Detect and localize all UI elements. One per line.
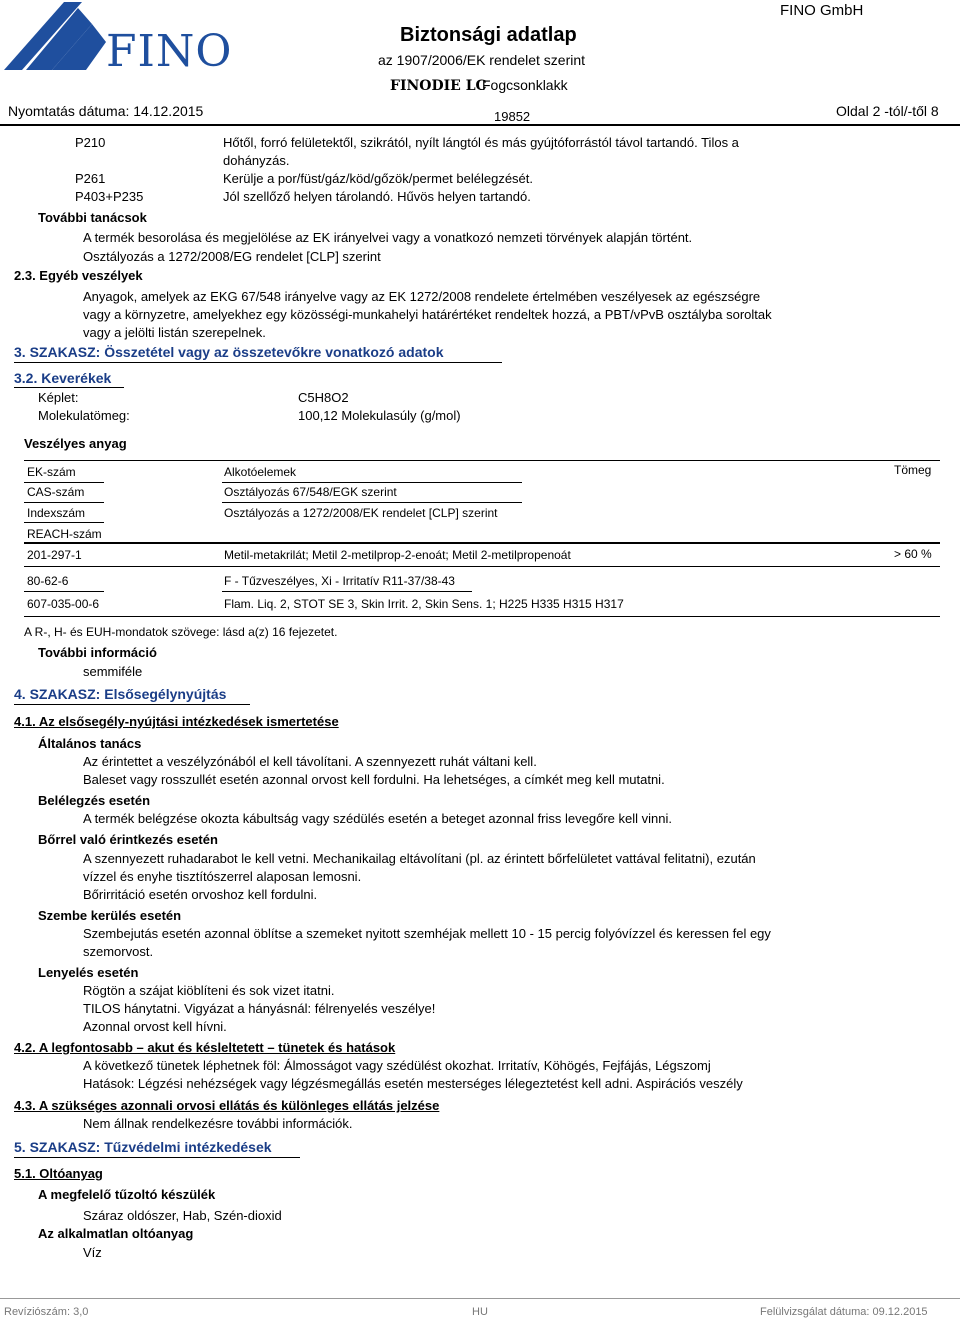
section-4-rule: [14, 704, 250, 705]
section-4-title: 4. SZAKASZ: Elsősegélynyújtás: [14, 686, 227, 702]
skin-contact-line-2: vízzel és enyhe tisztítószerrel alaposan lemosni.: [83, 869, 362, 884]
section-3-2-rule: [14, 387, 124, 388]
table-head-index: Indexszám: [27, 506, 86, 520]
skin-contact-heading: Bőrrel való érintkezés esetén: [38, 832, 218, 847]
other-hazards-line-1: Anyagok, amelyek az EKG 67/548 irányelve vagy az EK 1272/2008 rendelete értelmében veszélyesek az egészségre: [83, 289, 761, 304]
section-5-1-heading: 5.1. Oltóanyag: [14, 1166, 103, 1181]
footer-rule: [0, 1298, 960, 1299]
mw-label: Molekulatömeg:: [38, 408, 130, 423]
p-text-1: Hőtől, forró felületektől, szikrától, nyílt lángtól és más gyújtóforrástól távol tartandó. Tilos a: [223, 135, 739, 150]
inhalation-line-1: A termék belégzése okozta kábultság vagy szédülés esetén a beteget azonnal friss levegőre kell vinni.: [83, 811, 672, 826]
inhalation-heading: Belélegzés esetén: [38, 793, 151, 808]
general-advice-heading: Általános tanács: [38, 736, 142, 751]
product-name: Fogcsonklakk: [482, 77, 568, 93]
table-head-reach: REACH-szám: [27, 527, 102, 541]
skin-contact-line-3: Bőrirritáció esetén orvoshoz kell fordulni.: [83, 887, 318, 902]
unsuitable-extinguisher-heading: Az alkalmatlan oltóanyag: [38, 1226, 194, 1241]
symptoms-line-2: Hatások: Légzési nehézségek vagy légzésmegállás esetén mesterséges lélegeztetést kell adni. Aspirációs veszély: [83, 1076, 743, 1091]
general-advice-line-2: Baleset vagy rosszullét esetén azonnal orvost kell fordulni. Ha lehetséges, a címkét meg kell mutatni.: [83, 772, 665, 787]
further-info-heading: További információ: [38, 645, 157, 660]
p-code-3: P403+P235: [75, 189, 144, 204]
table-sep-2: [24, 502, 104, 503]
p-text-1b: dohányzás.: [223, 153, 290, 168]
table-row-3-index: 607-035-00-6: [27, 597, 100, 611]
general-advice-line-1: Az érintettet a veszélyzónából el kell távolítani. A szennyezett ruhát váltani kell.: [83, 754, 537, 769]
table-head-cas: CAS-szám: [27, 485, 85, 499]
table-head-rule: [24, 542, 940, 544]
formula-label: Képlet:: [38, 390, 79, 405]
table-row-2-cas: 80-62-6: [27, 574, 69, 588]
table-row-rule-2b: [222, 591, 472, 592]
logo-text: FINO: [106, 26, 233, 77]
table-sep-3: [24, 522, 104, 523]
product-number: 19852: [494, 109, 531, 124]
suitable-extinguisher-value: Száraz oldószer, Hab, Szén-dioxid: [83, 1208, 282, 1223]
r-h-phrases-note: A R-, H- és EUH-mondatok szövege: lásd a(z) 16 fejezetet.: [24, 625, 338, 639]
section-3-rule: [14, 362, 502, 363]
language-code: HU: [472, 1306, 488, 1318]
symptoms-line-1: A következő tünetek léphetnek föl: Álmosságot vagy szédülést okozhat. Irritatív, Köhögés, Fejfájás, Légszomj: [83, 1058, 711, 1073]
section-3-2-heading: 3.2. Keverékek: [14, 370, 112, 386]
section-4-3-heading: 4.3. A szükséges azonnali orvosi ellátás és különleges ellátás jelzése: [14, 1098, 440, 1113]
ingestion-line-2: TILOS hánytatni. Vigyázat a hányásnál: félrenyelés veszélye!: [83, 1001, 436, 1016]
table-row-1-ek: 201-297-1: [27, 548, 82, 562]
eye-contact-heading: Szembe kerülés esetén: [38, 908, 182, 923]
table-row-rule-2: [24, 591, 104, 592]
table-row-1-name: Metil-metakrilát; Metil 2-metilprop-2-enoát; Metil 2-metilpropenoát: [224, 548, 571, 562]
table-row-1-weight: > 60 %: [894, 547, 932, 561]
table-sep-1b: [222, 482, 522, 483]
p-text-2: Kerülje a por/füst/gáz/köd/gőzök/permet belélegzését.: [223, 171, 534, 186]
product-brand: FINODIE LC: [390, 78, 487, 94]
p-code-2: P261: [75, 171, 106, 186]
section-5-rule: [14, 1157, 300, 1158]
table-top-rule: [24, 460, 940, 461]
eye-contact-line-2: szemorvost.: [83, 944, 154, 959]
eye-contact-line-1: Szembejutás esetén azonnal öblítse a szemeket nyitott szemhéjak mellett 10 - 15 percig folyóvízzel és keressen fel egy: [83, 926, 771, 941]
formula-value: C5H8O2: [298, 390, 349, 405]
page-number: Oldal 2 -tól/-től 8: [836, 103, 939, 119]
table-row-3-clp: Flam. Liq. 2, STOT SE 3, Skin Irrit. 2, Skin Sens. 1; H225 H335 H315 H317: [224, 597, 624, 611]
review-date: Felülvizsgálat dátuma: 09.12.2015: [760, 1306, 928, 1318]
p-code-1: P210: [75, 135, 106, 150]
table-head-class-67: Osztályozás 67/548/EGK szerint: [224, 485, 397, 499]
table-head-weight: Tömeg: [894, 463, 932, 477]
print-date: Nyomtatás dátuma: 14.12.2015: [8, 103, 204, 119]
section-5-title: 5. SZAKASZ: Tűzvédelmi intézkedések: [14, 1139, 272, 1155]
revision-number: Revíziószám: 3,0: [4, 1306, 89, 1318]
table-row-rule-1: [24, 566, 940, 567]
ingestion-heading: Lenyelés esetén: [38, 965, 139, 980]
other-hazards-line-2: vagy a környzetre, amelyekhez egy közösségi-munkahelyi határértéket rendeltek hozzá, a PBT/vPvB osztályba soroltak: [83, 307, 772, 322]
company-name: FINO GmbH: [780, 2, 864, 19]
table-bottom-rule: [24, 616, 940, 617]
document-title: Biztonsági adatlap: [400, 24, 577, 46]
further-info-value: semmiféle: [83, 664, 143, 679]
section-4-2-heading: 4.2. A legfontosabb – akut és késleltetett – tünetek és hatások: [14, 1040, 396, 1055]
table-sep-2b: [222, 502, 522, 503]
document-subtitle: az 1907/2006/EK rendelet szerint: [378, 52, 586, 68]
advice-heading: További tanácsok: [38, 210, 147, 225]
unsuitable-extinguisher-value: Víz: [83, 1245, 102, 1260]
table-row-2-class: F - Tűzveszélyes, Xi - Irritatív R11-37/38-43: [224, 574, 455, 588]
table-head-components: Alkotóelemek: [224, 465, 297, 479]
skin-contact-line-1: A szennyezett ruhadarabot le kell vetni. Mechanikailag eltávolítani (pl. az érintett bőrfelületet vattával felitatni), ezután: [83, 851, 756, 866]
section-4-1-heading: 4.1. Az elsősegély-nyújtási intézkedések ismertetése: [14, 714, 339, 729]
table-head-ek: EK-szám: [27, 465, 76, 479]
mw-value: 100,12 Molekulasúly (g/mol): [298, 408, 461, 423]
other-hazards-line-3: vagy a jelölti listán szerepelnek.: [83, 325, 266, 340]
suitable-extinguisher-heading: A megfelelő tűzoltó készülék: [38, 1187, 216, 1202]
table-sep-1: [24, 482, 104, 483]
section-3-title: 3. SZAKASZ: Összetétel vagy az összetevőkre vonatkozó adatok: [14, 344, 444, 360]
section-4-3-line: Nem állnak rendelkezésre további információk.: [83, 1116, 353, 1131]
advice-line-1: A termék besorolása és megjelölése az EK irányelvei vagy a vonatkozó nemzeti törvények alapján történt.: [83, 230, 693, 245]
ingestion-line-3: Azonnal orvost kell hívni.: [83, 1019, 227, 1034]
other-hazards-heading: 2.3. Egyéb veszélyek: [14, 268, 143, 283]
table-head-class-clp: Osztályozás a 1272/2008/EK rendelet [CLP] szerint: [224, 506, 498, 520]
hazardous-substance-heading: Veszélyes anyag: [24, 436, 127, 451]
header-rule: [0, 124, 960, 126]
advice-line-2: Osztályozás a 1272/2008/EG rendelet [CLP] szerint: [83, 249, 381, 264]
p-text-3: Jól szellőző helyen tárolandó. Hűvös helyen tartandó.: [223, 189, 531, 204]
ingestion-line-1: Rögtön a szájat kiöblíteni és sok vizet itatni.: [83, 983, 335, 998]
